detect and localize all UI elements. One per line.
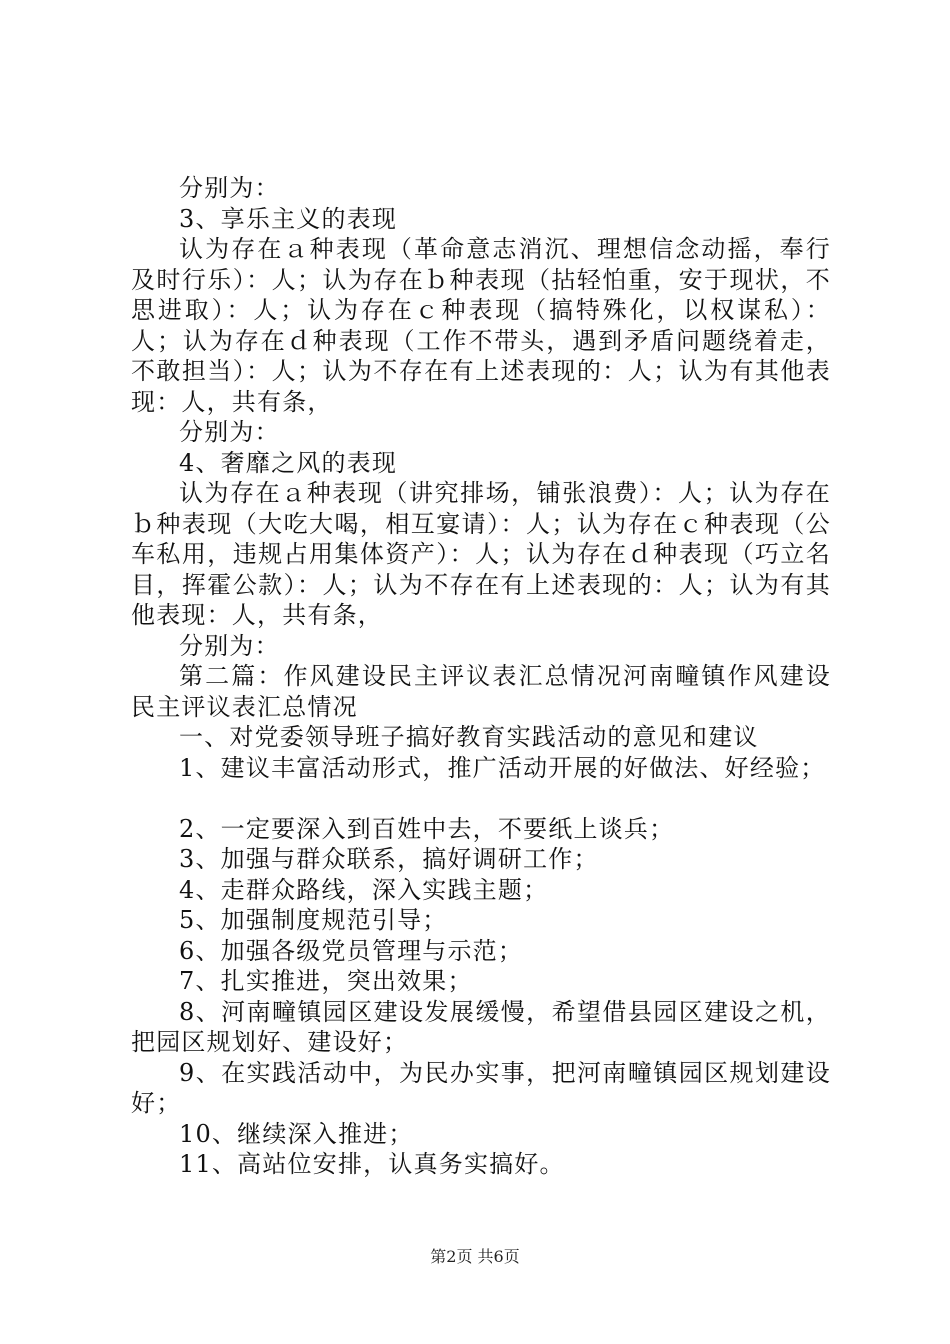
list-item: 4、走群众路线，深入实践主题； [179,875,549,904]
list-item: 6、加强各级党员管理与示范； [179,936,524,965]
paragraph: 认为存在ａ种表现（革命意志消沉、理想信念动摇，奉行及时行乐）：人；认为存在ｂ种表现（拈轻怕重，安于现状，不思进取）：人；认为存在ｃ种表现（搞特殊化，以权谋私）：人；认为存在ｄ种表现（工作不带头，遇到矛盾问题绕着走，不敢担当）：人；认为不存在有上述表现的：人；认为有其他表现：人，共有条， [131,235,831,416]
list-item: 3、加强与群众联系，搞好调研工作； [179,845,599,873]
list-item: 11、高站位安排，认真务实搞好。 [179,1150,565,1178]
list-item: 10、继续深入推进； [179,1119,414,1148]
paragraph: 分别为： [179,418,280,446]
list-item: 5、加强制度规范引导； [179,906,448,934]
list-item: 8、河南疃镇园区建设发展缓慢，希望借县园区建设之机，把园区规划好、建设好； [131,997,831,1056]
paragraph: 认为存在ａ种表现（讲究排场，铺张浪费）：人；认为存在ｂ种表现（大吃大喝，相互宴请）：人；认为存在ｃ种表现（公车私用，违规占用集体资产）：人；认为存在ｄ种表现（巧立名目，挥霍公款）：人；认为不存在有上述表现的：人；认为有其他表现：人，共有条， [131,479,831,629]
paragraph: 分别为： [179,174,280,202]
page-footer: 第2页 共6页 [430,1247,520,1266]
paragraph: 分别为： [179,631,280,660]
chapter-title: 第二篇：作风建设民主评议表汇总情况河南疃镇作风建设民主评议表汇总情况 [131,662,831,721]
list-item: 9、在实践活动中，为民办实事，把河南疃镇园区规划建设好； [131,1058,831,1117]
list-item: 7、扎实推进，突出效果； [179,967,473,995]
section-heading: 4、奢靡之风的表现 [179,448,398,477]
blank-line [131,783,831,814]
section-heading: 3、享乐主义的表现 [179,204,398,233]
document-body [131,173,831,1180]
list-item: 2、一定要深入到百姓中去，不要纸上谈兵； [179,814,675,843]
list-item: 1、建议丰富活动形式，推广活动开展的好做法、好经验； [179,753,826,782]
section-heading: 一、对党委领导班子搞好教育实践活动的意见和建议 [179,723,759,751]
